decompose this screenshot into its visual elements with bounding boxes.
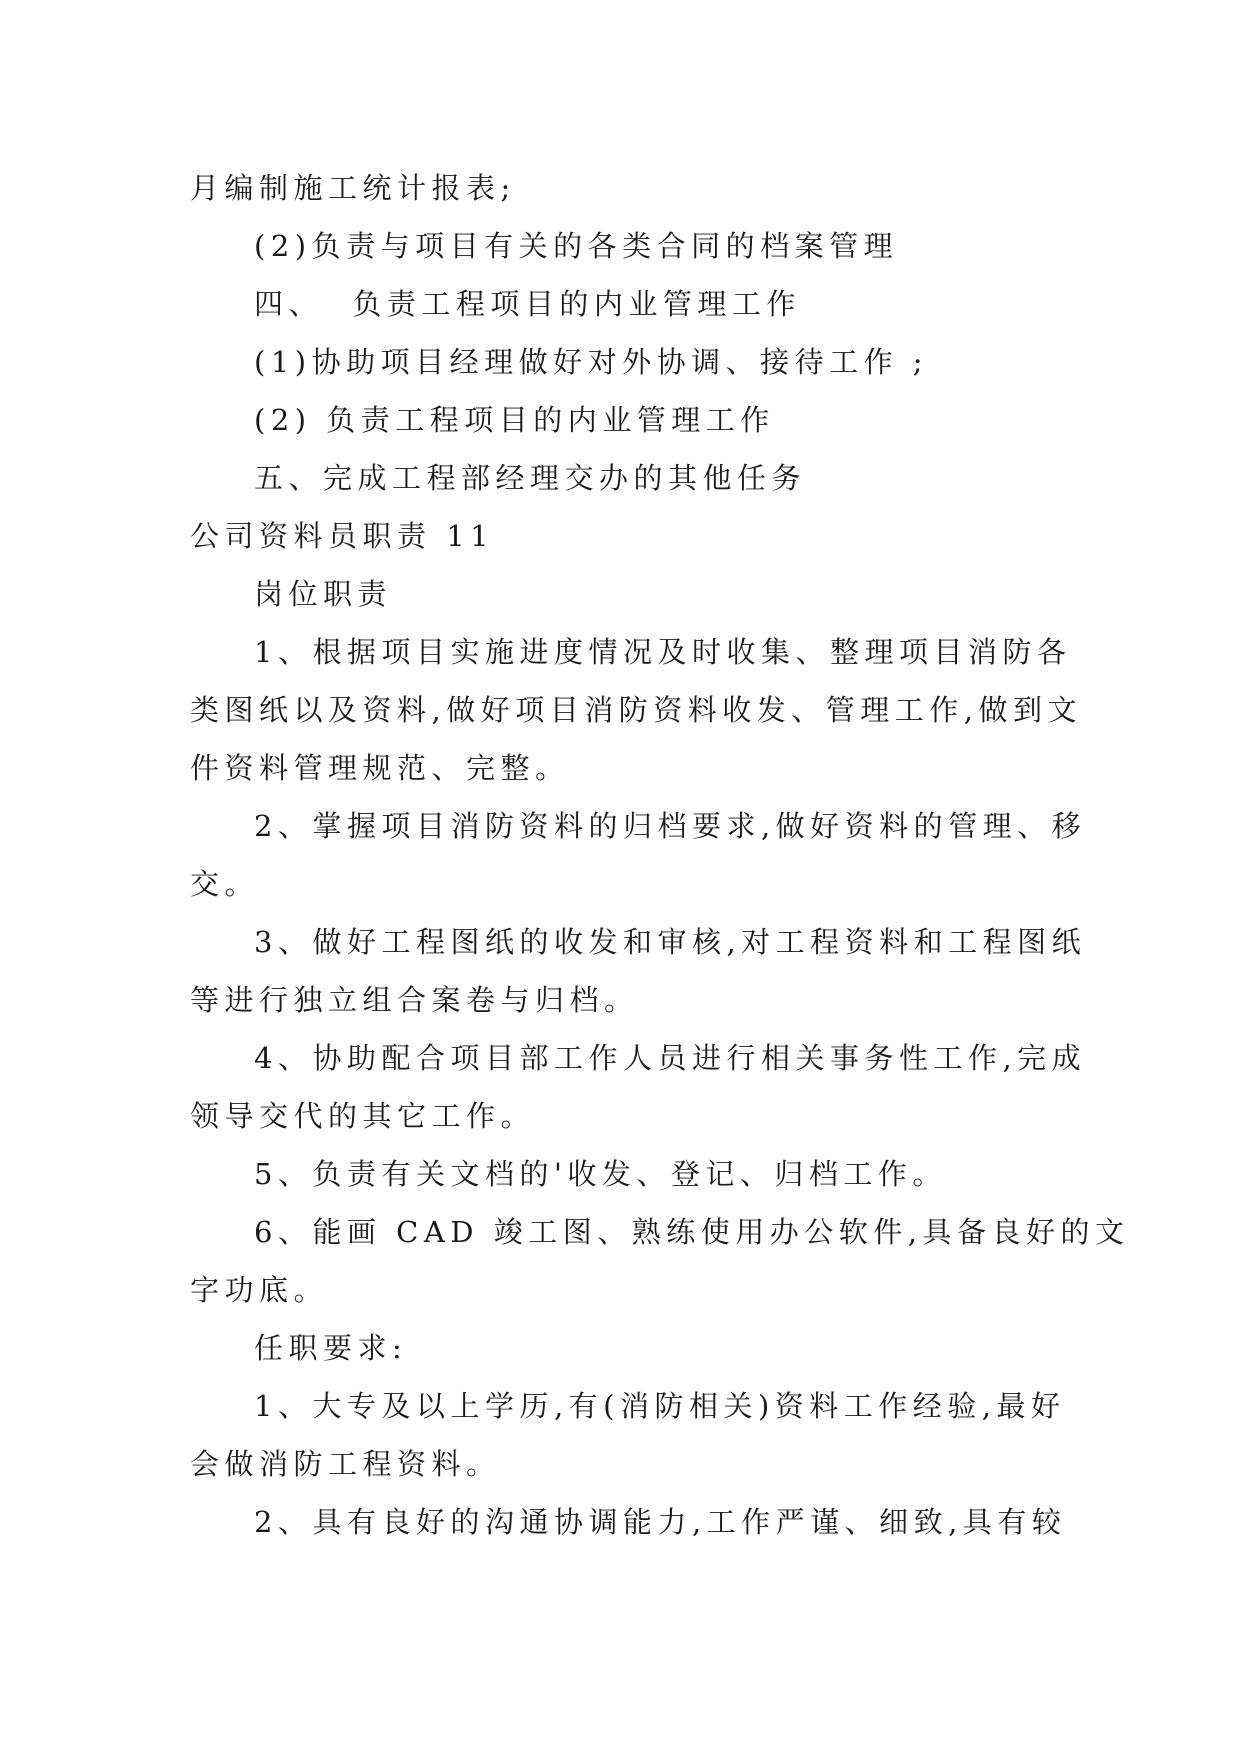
text-line: 1、大专及以上学历,有(消防相关)资料工作经验,最好 (254, 1389, 1066, 1423)
text-line: (2) 负责工程项目的内业管理工作 (254, 403, 775, 437)
text-line: (2)负责与项目有关的各类合同的档案管理 (254, 229, 899, 263)
text-line: 4、协助配合项目部工作人员进行相关事务性工作,完成 (254, 1041, 1087, 1075)
text-line: 月编制施工统计报表; (190, 171, 516, 205)
text-line: 2、具有良好的沟通协调能力,工作严谨、细致,具有较 (254, 1505, 1067, 1539)
section-heading: 任职要求: (254, 1331, 408, 1365)
document-body (190, 159, 1130, 1551)
text-line: 件资料管理规范、完整。 (190, 751, 570, 785)
text-line: 1、根据项目实施进度情况及时收集、整理项目消防各 (254, 635, 1072, 669)
text-line: 字功底。 (190, 1273, 329, 1307)
text-line: 6、能画 CAD 竣工图、熟练使用办公软件,具备良好的文 (254, 1215, 1130, 1249)
text-line: 类图纸以及资料,做好项目消防资料收发、管理工作,做到文 (190, 693, 1082, 727)
text-line: 领导交代的其它工作。 (190, 1099, 536, 1133)
text-line: 交。 (190, 867, 260, 901)
section-heading: 四、 负责工程项目的内业管理工作 (254, 287, 801, 321)
text-line: 等进行独立组合案卷与归档。 (190, 983, 639, 1017)
text-line: 3、做好工程图纸的收发和审核,对工程资料和工程图纸 (254, 925, 1087, 959)
text-line: 会做消防工程资料。 (190, 1447, 501, 1481)
text-line: 5、负责有关文档的'收发、登记、归档工作。 (254, 1157, 947, 1191)
section-heading: 五、完成工程部经理交办的其他任务 (254, 461, 807, 495)
section-heading: 岗位职责 (254, 577, 393, 611)
text-line: 2、掌握项目消防资料的归档要求,做好资料的管理、移 (254, 809, 1087, 843)
document-title: 公司资料员职责 11 (190, 519, 495, 553)
text-line: (1)协助项目经理做好对外协调、接待工作 ; (254, 345, 929, 379)
